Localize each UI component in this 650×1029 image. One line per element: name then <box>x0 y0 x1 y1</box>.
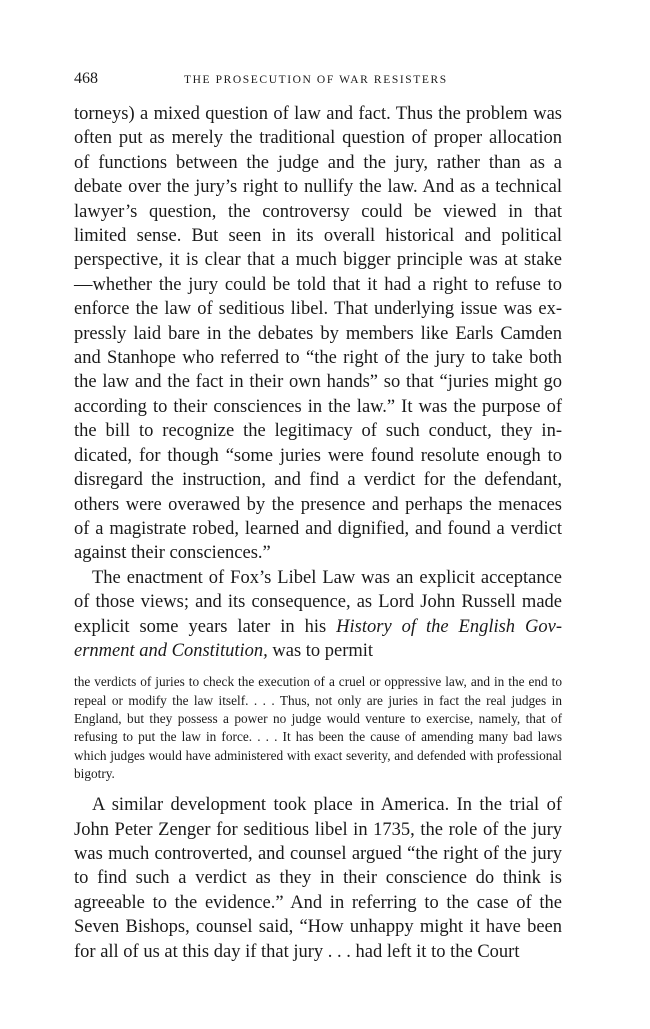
paragraph-1: torneys) a mixed question of law and fact. Thus the problem was often put as merely the traditional question of proper allocation of functions between the judge and the jury, rather than as a debate over the jury’s right to nullify the law. And as a technical lawyer’s question, the controversy could be viewed in that limited sense. But seen in its overall historical and political perspective, it is clear that a much bigger principle was at stake —whether the jury could be told that it had a right to refuse to enforce the law of seditious libel. That underlying issue was expressly laid bare in the debates by members like Earls Camden and Stanhope who referred to “the right of the jury to take both the law and the fact in their own hands” so that “juries might go according to their consciences in the law.” It was the purpose of the bill to recognize the legitimacy of such conduct, they indicated, for though “some juries were found resolute enough to disregard the instruction, and find a verdict for the defendant, others were overawed by the presence and perhaps the menaces of a magistrate robed, learned and dignified, and found a verdict against their consciences.” <box>74 104 562 564</box>
paragraph-2-lead: The enactment of Fox’s Libel Law was an explicit acceptance of those views; and its consequence, as Lord John Russell made explicit some years later in his <box>74 567 562 637</box>
book-title: History of the English Government and Constitution, <box>74 616 562 661</box>
book-page <box>74 70 562 964</box>
paragraph-2 <box>74 566 562 664</box>
block-quote-text: the verdicts of juries to check the execution of a cruel or oppressive law, and in the end to repeal or modify the law itself. . . . Thus, not only are juries in fact the real judges in England, but they possess a power no judge would venture to exercise, namely, that of refusing to put the law in force. . . . It has been the cause of amending many bad laws which judges would have administered with exact severity, and defended with professional bigotry. <box>74 674 562 781</box>
paragraph-2-tail: was to permit <box>267 640 374 661</box>
body-text <box>74 102 562 964</box>
running-head <box>74 70 562 94</box>
running-title: THE PROSECUTION OF WAR RESISTERS <box>184 74 448 86</box>
page-number: 468 <box>74 70 98 87</box>
block-quote <box>74 673 562 783</box>
paragraph-3: A similar development took place in America. In the trial of John Peter Zenger for seditious libel in 1735, the role of the jury was much controverted, and counsel argued “the right of the jury to find such a verdict as they in their conscience do think is agreeable to the evidence.” And in referring to the case of the Seven Bishops, counsel said, “How unhappy might it have been for all of us at this day if that jury . . . had left it to the Court <box>74 795 562 962</box>
